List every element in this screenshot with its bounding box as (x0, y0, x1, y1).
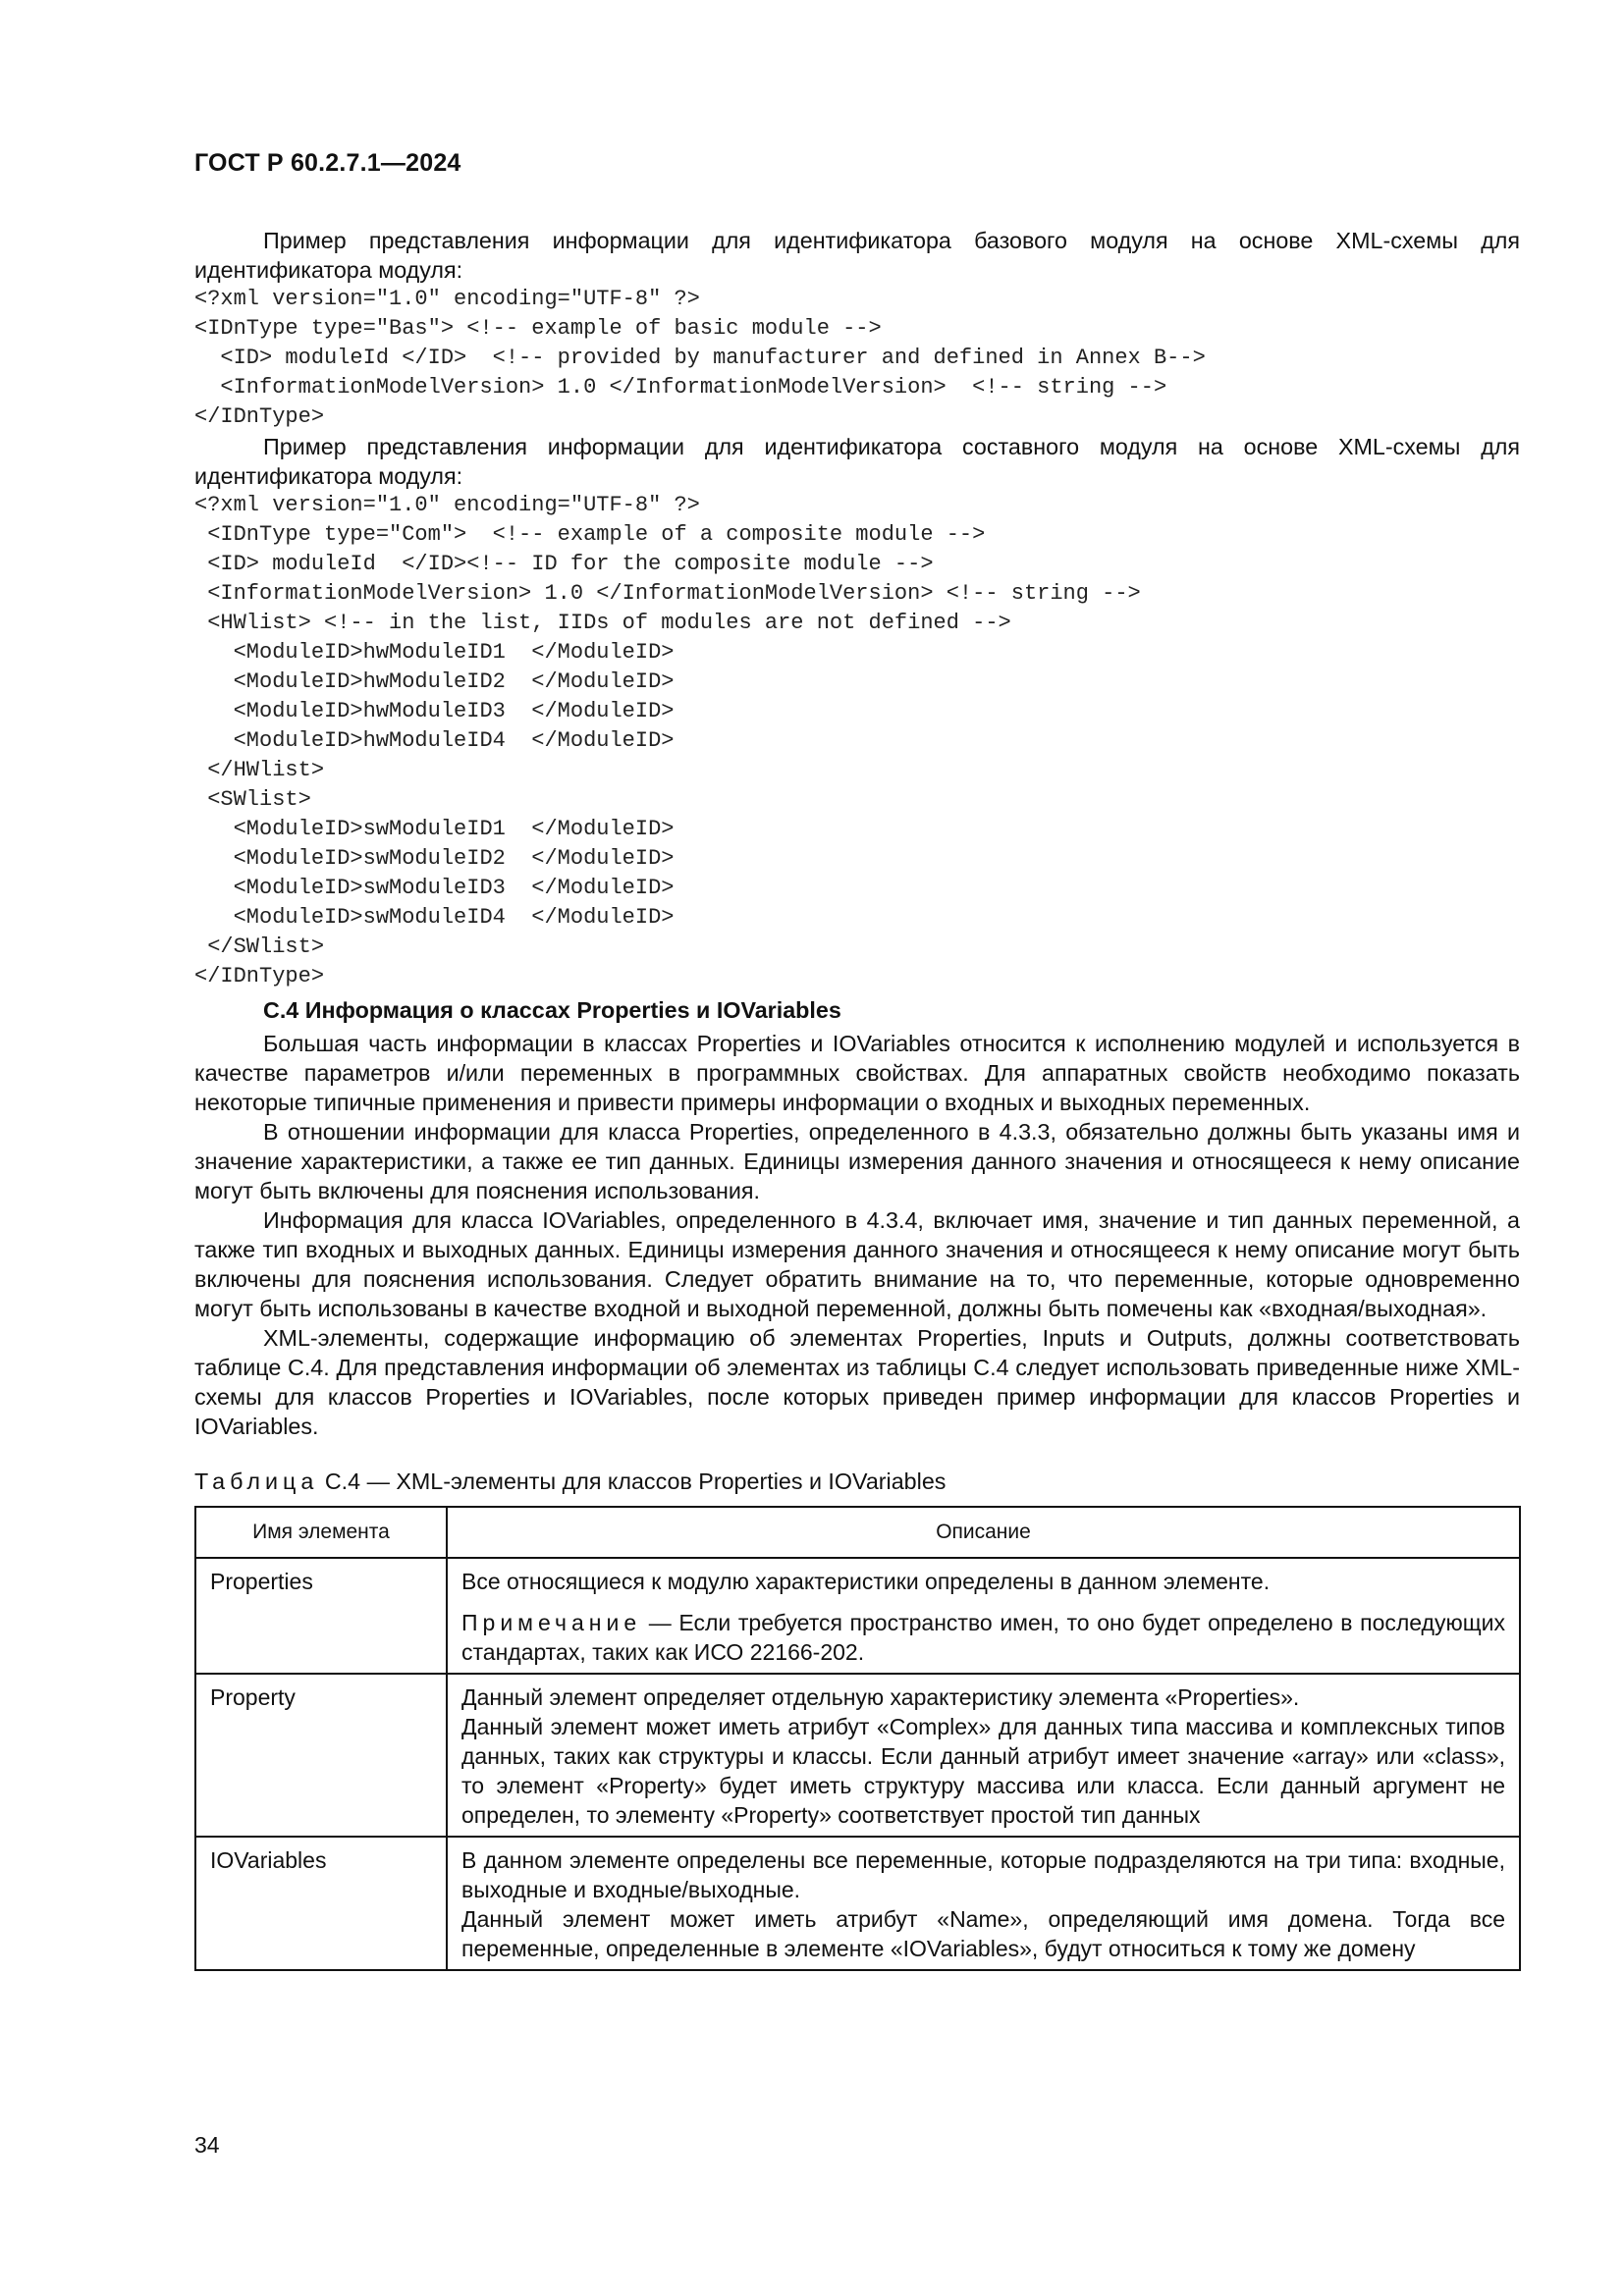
section-paragraph: В отношении информации для класса Properties, определенного в 4.3.3, обязательно должны быть указаны имя и значение характеристики, а также ее тип данных. Единицы измерения данного значения и относящееся к нему описание могут быть включены для пояснения использования. (194, 1119, 1520, 1203)
element-name-cell: IOVariables (195, 1837, 447, 1970)
column-header-description: Описание (447, 1507, 1520, 1558)
code-block-composite-module: <?xml version="1.0" encoding="UTF-8" ?> <IDnType type="Com"> <!-- example of a composite module --> <ID> moduleId </ID><!-- ID for the composite module --> <InformationModelVersion> 1.0 </InformationModelVersion> <!-- string --> <HWlist> <!-- in the list, IIDs of modules are not defined --> <ModuleID>hwModuleID1 </ModuleID> <ModuleID>hwModuleID2 </ModuleID> <ModuleID>hwModuleID3 </ModuleID> <ModuleID>hwModuleID4 </ModuleID> </HWlist> <SWlist> <ModuleID>swModuleID1 </ModuleID> <ModuleID>swModuleID2 </ModuleID> <ModuleID>swModuleID3 </ModuleID> <ModuleID>swModuleID4 </ModuleID> </SWlist> </IDnType> (194, 493, 1141, 988)
element-description-cell (447, 1837, 1520, 1970)
description-text: Данный элемент может иметь атрибут «Complex» для данных типа массива и комплексных типов данных, таких как структуры и классы. Если данный атрибут имеет значение «array» или «class», то элемент «Property» будет иметь структуру массива или класса. Если данный аргумент не определен, то элементу «Property» соответствует простой тип данных (461, 1714, 1505, 1828)
table-note (461, 1608, 1505, 1667)
description-text: Данный элемент может иметь атрибут «Name», определяющий имя домена. Тогда все переменные, определенные в элементе «IOVariables», будут относиться к тому же домену (461, 1906, 1505, 1961)
document-header: ГОСТ Р 60.2.7.1—2024 (194, 149, 461, 177)
element-description-cell (447, 1674, 1520, 1837)
element-name-cell: Property (195, 1674, 447, 1837)
intro-basic-module: Пример представления информации для идентификатора базового модуля на основе XML-схемы для идентификатора модуля: (194, 228, 1520, 283)
intro-composite-module: Пример представления информации для идентификатора составного модуля на основе XML-схемы для идентификатора модуля: (194, 434, 1520, 489)
description-text: В данном элементе определены все переменные, которые подразделяются на три типа: входные, выходные и входные/выходные. (461, 1847, 1505, 1902)
code-block-basic-module: <?xml version="1.0" encoding="UTF-8" ?> <IDnType type="Bas"> <!-- example of basic module --> <ID> moduleId </ID> <!-- provided by manufacturer and defined in Annex B--> <InformationModelVersion> 1.0 </InformationModelVersion> <!-- string --> </IDnType> (194, 287, 1206, 429)
section-heading: С.4 Информация о классах Properties и IOVariables (263, 997, 841, 1023)
section-paragraph: Информация для класса IOVariables, определенного в 4.3.4, включает имя, значение и тип данных переменной, а также тип входных и выходных данных. Единицы измерения данного значения и относящееся к нему описание могут быть включены для пояснения использования. Следует обратить внимание на то, что переменные, которые одновременно могут быть использованы в качестве входной и выходной переменной, должны быть помечены как «входная/выходная». (194, 1207, 1520, 1321)
table-row (195, 1558, 1520, 1674)
section-paragraph: Большая часть информации в классах Properties и IOVariables относится к исполнению модулей и используется в качестве параметров и/или переменных в программных свойствах. Для аппаратных свойств необходимо показать некоторые типичные применения и привести примеры информации о входных и выходных переменных. (194, 1031, 1520, 1115)
table-row (195, 1837, 1520, 1970)
table-caption (194, 1467, 1520, 1496)
table-caption-text: С.4 — XML-элементы для классов Properties и IOVariables (324, 1468, 947, 1494)
element-name-cell: Properties (195, 1558, 447, 1674)
xml-elements-table (194, 1506, 1521, 1971)
page-content (194, 226, 1520, 1971)
table-caption-label: Таблица (194, 1468, 319, 1494)
note-label: Примечание (461, 1610, 642, 1635)
column-header-name: Имя элемента (195, 1507, 447, 1558)
page-number: 34 (194, 2132, 220, 2158)
table-row (195, 1674, 1520, 1837)
table-header-row (195, 1507, 1520, 1558)
section-paragraph: XML-элементы, содержащие информацию об элементах Properties, Inputs и Outputs, должны соответствовать таблице С.4. Для представления информации об элементах из таблицы С.4 следует использовать приведенные ниже XML-схемы для классов Properties и IOVariables, после которых приведен пример информации для классов Properties и IOVariables. (194, 1325, 1520, 1439)
note-text: — Если требуется пространство имен, то оно будет определено в последующих стандартах, таких как ИСО 22166-202. (461, 1610, 1506, 1665)
description-text: Все относящиеся к модулю характеристики определены в данном элементе. (461, 1569, 1271, 1594)
description-text: Данный элемент определяет отдельную характеристику элемента «Properties». (461, 1684, 1300, 1710)
element-description-cell (447, 1558, 1520, 1674)
